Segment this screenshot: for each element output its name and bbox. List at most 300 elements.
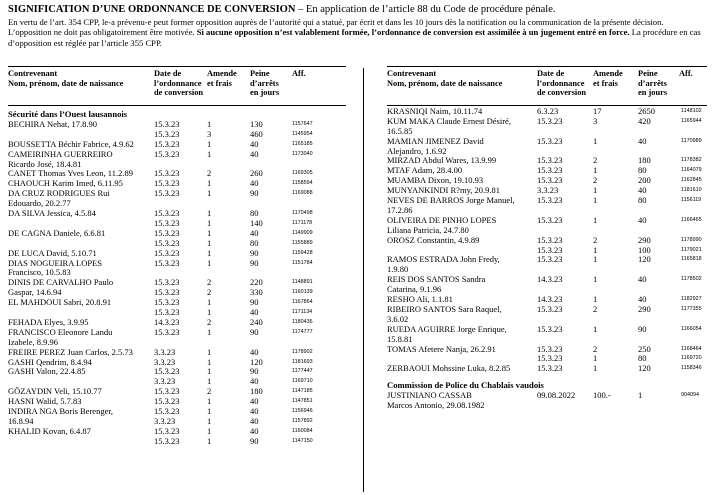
amende-count: 1 — [207, 297, 212, 308]
header-peine-line-1: Peine — [638, 69, 658, 78]
name-line: Catarina, 9.1.96 — [387, 284, 442, 295]
amende-count: 2 — [593, 155, 598, 166]
amende-count: 2 — [593, 343, 598, 354]
header-contrevenant-label: Contrevenant — [8, 69, 58, 78]
affaire-number: 1177447 — [292, 368, 313, 375]
name-line: BOUSSETTA Béchir Fabrice, 4.9.62 — [8, 138, 134, 149]
name-line: FRANCISCO Eleonore Landu — [8, 326, 113, 337]
contrevenant-name — [8, 427, 91, 437]
name-line: RAMOS ESTRADA John Fredy, — [387, 254, 500, 265]
list-item — [8, 328, 346, 348]
ordonnance-date: 3.3.23 — [537, 185, 559, 196]
list-item — [8, 150, 346, 170]
header-amende-line-2: et frais — [207, 78, 232, 88]
ordonnance-date: 15.3.23 — [537, 195, 563, 206]
ordonnance-date: 15.3.23 — [154, 119, 180, 129]
affaire-number: 1148891 — [292, 279, 313, 286]
peine-days: 130 — [250, 119, 263, 129]
name-line: MIRZAD Abdul Wares, 13.9.99 — [387, 155, 497, 166]
header-date-line-3: de conversion — [154, 88, 204, 98]
column-divider — [363, 68, 364, 492]
peine-days: 90 — [250, 247, 259, 258]
amende-count: 1 — [207, 307, 212, 318]
top-rule — [387, 66, 707, 67]
ordonnance-date: 15.3.23 — [537, 343, 563, 354]
ordonnance-date: 15.3.23 — [537, 303, 563, 314]
header-peine-line-1: Peine — [250, 69, 270, 78]
affaire-number: 1165944 — [681, 117, 702, 124]
peine-days: 40 — [638, 274, 647, 285]
name-line: GASHI Valon, 22.4.85 — [8, 366, 86, 377]
list-item — [387, 305, 707, 325]
peine-days: 90 — [250, 366, 259, 377]
amende-count: 1 — [207, 356, 212, 367]
affaire-number: 1167864 — [292, 299, 313, 306]
header-date-line-1: Date de — [154, 69, 182, 78]
ordonnance-date: 3.3.23 — [154, 346, 176, 357]
name-line: DINIS DE CARVALHO Paulo — [8, 277, 114, 288]
name-line: RUEDA AGUIRRE Jorge Enrique, — [387, 323, 507, 334]
ordonnance-date: 15.3.23 — [154, 237, 180, 248]
ordonnance-date: 15.3.23 — [154, 257, 180, 268]
affaire-number: 1165818 — [681, 256, 702, 263]
ordonnance-date: 15.3.23 — [154, 307, 180, 318]
amende-count: 1 — [207, 188, 212, 199]
affaire-number: 1178502 — [681, 276, 702, 283]
contrevenant-name — [8, 278, 113, 298]
affaire-number: 904094 — [681, 392, 699, 399]
name-line: CANET Thomas Yves Leon, 11.2.89 — [8, 168, 133, 179]
header-amende-line-2: et frais — [593, 78, 618, 88]
amende-count: 1 — [593, 254, 598, 265]
header-contrevenant — [8, 69, 123, 88]
peine-days: 120 — [638, 254, 651, 265]
contrevenant-name — [387, 137, 484, 157]
affaire-number: 1148102 — [681, 108, 702, 114]
ordonnance-date: 15.3.23 — [154, 386, 180, 397]
header-contrevenant — [387, 69, 502, 88]
peine-days: 40 — [250, 415, 259, 426]
header-name-label: Nom, prénom, date de naissance — [8, 78, 124, 88]
peine-days: 120 — [250, 356, 263, 367]
name-line: GASHI Qendrim, 8.4.94 — [8, 356, 92, 367]
contrevenant-name — [8, 407, 113, 427]
amende-count: 1 — [593, 353, 598, 364]
affaire-number: 1164079 — [681, 167, 702, 174]
list-item — [8, 427, 346, 447]
amende-count: 1 — [207, 208, 212, 219]
amende-count: 3 — [207, 128, 212, 139]
amende-count: 1 — [593, 165, 598, 176]
peine-days: 40 — [250, 346, 259, 357]
affaire-number: 1165185 — [292, 140, 313, 147]
amende-count: 2 — [207, 168, 212, 179]
affaire-number: 1157892 — [292, 417, 313, 424]
ordonnance-date: 15.3.23 — [154, 227, 180, 238]
affaire-number: 1169088 — [292, 190, 313, 197]
affaire-number: 1169305 — [292, 170, 313, 177]
amende-count: 1 — [593, 135, 598, 146]
amende-count: 3 — [593, 115, 598, 126]
contrevenant-name — [8, 259, 102, 279]
contrevenant-name — [8, 328, 112, 348]
header-underline — [8, 105, 346, 106]
affaire-number: 1171178 — [292, 219, 313, 226]
list-item — [387, 345, 707, 365]
ordonnance-date: 15.3.23 — [154, 168, 180, 179]
contrevenant-name — [387, 391, 485, 411]
ordonnance-date: 15.3.23 — [154, 277, 180, 288]
peine-days: 290 — [638, 303, 651, 314]
ordonnance-date: 15.3.23 — [154, 287, 180, 298]
amende-count: 1 — [207, 257, 212, 268]
contrevenant-name — [387, 216, 496, 236]
list-item — [387, 255, 707, 275]
name-line: TOMAS Afetere Nanja, 26.2.91 — [387, 343, 496, 354]
name-line: DA SILVA Jessica, 4.5.84 — [8, 208, 96, 219]
header-date-line-2: l’ordonnance — [537, 78, 585, 88]
ordonnance-date: 3.3.23 — [154, 376, 176, 387]
ordonnance-date: 14.3.23 — [537, 274, 563, 285]
name-line: OLIVEIRA DE PINHO LOPES — [387, 214, 497, 225]
peine-days: 40 — [250, 307, 259, 318]
amende-count: 1 — [207, 138, 212, 149]
amende-count: 100.- — [593, 390, 611, 401]
affaire-number: 1158346 — [681, 365, 702, 372]
name-line: KRASNIQI Naim, 10.11.74 — [387, 106, 483, 116]
name-line: 15.8.81 — [387, 333, 413, 344]
ordonnance-date: 15.3.23 — [154, 178, 180, 189]
affaire-number: 1157647 — [292, 121, 313, 127]
list-item — [8, 298, 346, 318]
contrevenant-name — [387, 345, 496, 355]
name-line: MUAMBA Dixon, 19.10.93 — [387, 175, 484, 186]
ordonnance-date: 15.3.23 — [537, 115, 563, 126]
ordonnance-date: 15.3.23 — [154, 128, 180, 139]
list-item — [387, 364, 707, 374]
right-column — [387, 66, 707, 411]
affaire-number: 1179021 — [681, 246, 702, 253]
list-item — [387, 117, 707, 137]
header-name-label: Nom, prénom, date de naissance — [387, 78, 503, 88]
amende-count: 1 — [207, 425, 212, 436]
affaire-number: 1160084 — [292, 427, 313, 434]
ordonnance-date: 09.08.2022 — [537, 390, 576, 401]
amende-count: 1 — [207, 366, 212, 377]
contrevenant-name — [8, 150, 113, 170]
peine-days: 40 — [250, 405, 259, 416]
peine-days: 1 — [638, 390, 643, 401]
ordonnance-date: 15.3.23 — [537, 135, 563, 146]
header-peine-line-2: d’arrêts — [250, 78, 279, 88]
affaire-number: 1168464 — [681, 345, 702, 352]
header-peine-line-3: en jours — [638, 88, 668, 98]
affaire-number: 1158594 — [292, 180, 313, 187]
name-line: Liliana Patricia, 24.7.80 — [387, 224, 469, 235]
header-aff — [679, 69, 693, 79]
list-item — [8, 278, 346, 298]
amende-count: 1 — [207, 346, 212, 357]
peine-days: 290 — [638, 234, 651, 245]
affaire-number: 1156119 — [681, 197, 702, 204]
notice-title-subtitle: – En application de l’article 88 du Code de procédure pénale. — [295, 4, 556, 15]
intro-bold: Si aucune opposition n’est valablement formée, l’ordonnance de conversion est assimilée à un jugement entré en force. — [196, 27, 630, 38]
notice-title — [8, 4, 705, 16]
affaire-number: 1147150 — [292, 437, 313, 444]
header-date — [154, 69, 203, 98]
peine-days: 80 — [638, 353, 647, 364]
notice-intro — [8, 17, 705, 48]
affaire-number: 1181610 — [681, 187, 702, 194]
name-line: Francisco, 10.5.83 — [8, 267, 71, 278]
section-title: Sécurité dans l’Ouest lausannois — [8, 109, 128, 119]
name-line: HASNI Walid, 5.7.83 — [8, 396, 82, 407]
name-line: 3.6.02 — [387, 313, 409, 324]
ordonnance-date: 15.3.23 — [154, 188, 180, 199]
name-line: RIBEIRO SANTOS Sara Raquel, — [387, 303, 502, 314]
peine-days: 260 — [250, 168, 263, 179]
header-amende-line-1: Amende — [593, 69, 623, 78]
amende-count: 2 — [207, 316, 212, 327]
peine-days: 100 — [638, 244, 651, 255]
amende-count: 1 — [207, 227, 212, 238]
affaire-number: 1162845 — [681, 177, 702, 184]
amende-count: 2 — [593, 234, 598, 245]
name-line: DE LUCA David, 5.10.71 — [8, 247, 97, 258]
ordonnance-date: 15.3.23 — [154, 396, 180, 407]
ordonnance-date: 15.3.23 — [537, 165, 563, 176]
peine-days: 250 — [638, 343, 651, 354]
affaire-number: 1149909 — [292, 229, 313, 236]
amende-count: 2 — [207, 277, 212, 288]
table-header — [387, 69, 707, 107]
contrevenant-name — [387, 364, 510, 374]
name-line: RESHO Ali, 1.1.81 — [387, 294, 453, 305]
peine-days: 180 — [250, 386, 263, 397]
header-aff-label: Aff. — [292, 69, 306, 78]
name-line: KHALID Kovan, 6.4.87 — [8, 425, 91, 436]
name-line: Alejandro, 1.6.92 — [387, 145, 447, 156]
affaire-number: 1182927 — [681, 296, 702, 303]
peine-days: 240 — [250, 316, 263, 327]
amende-count: 1 — [207, 119, 212, 129]
affaire-number: 1178382 — [681, 157, 702, 164]
amende-count: 1 — [593, 195, 598, 206]
list-item — [387, 275, 707, 295]
affaire-number: 1166465 — [681, 216, 702, 223]
peine-days: 80 — [638, 165, 647, 176]
amende-count: 2 — [207, 386, 212, 397]
intro-end: La procédure en cas d’opposition est réglée par l’article 355 CPP. — [8, 27, 701, 48]
affaire-number: 1147185 — [292, 388, 313, 395]
contrevenant-name — [387, 117, 511, 137]
name-line: DE CAGNA Daniele, 6.6.81 — [8, 227, 106, 238]
contrevenant-name — [387, 236, 479, 246]
name-line: BECHIRA Nehat, 17.8.90 — [8, 119, 98, 129]
notice-header — [8, 4, 705, 48]
name-line: GÖZAYDIN Veli, 15.10.77 — [8, 386, 102, 397]
affaire-number: 1170498 — [292, 210, 313, 217]
name-line: MUNYANKINDI R?my, 20.9.81 — [387, 185, 501, 196]
peine-days: 40 — [638, 185, 647, 196]
header-date-line-3: de conversion — [537, 88, 587, 98]
peine-days: 40 — [250, 227, 259, 238]
ordonnance-date: 15.3.23 — [154, 148, 180, 159]
ordonnance-date: 15.3.23 — [537, 175, 563, 186]
name-line: EL MAHDOUI Sabri, 20.8.91 — [8, 297, 112, 308]
section-title: Commission de Police du Chablais vaudois — [387, 380, 544, 391]
name-line: 16.5.85 — [387, 125, 413, 136]
name-line: 1.9.80 — [387, 264, 409, 275]
amende-count: 1 — [593, 323, 598, 334]
amende-count: 2 — [207, 287, 212, 298]
amende-count: 2 — [593, 175, 598, 186]
header-peine — [638, 69, 667, 98]
list-item — [387, 391, 707, 411]
amende-count: 1 — [207, 435, 212, 446]
ordonnance-date: 15.3.23 — [537, 254, 563, 265]
affaire-number: 1155889 — [292, 239, 313, 246]
left-column — [8, 66, 346, 447]
name-line: 16.8.94 — [8, 415, 34, 426]
header-peine-line-3: en jours — [250, 88, 280, 98]
list-item — [387, 196, 707, 216]
peine-days: 80 — [638, 195, 647, 206]
amende-count: 1 — [593, 244, 598, 255]
header-date-line-1: Date de — [537, 69, 565, 78]
ordonnance-date: 15.3.23 — [154, 208, 180, 219]
ordonnance-date: 15.3.23 — [154, 366, 180, 377]
peine-days: 40 — [250, 376, 259, 387]
header-peine — [250, 69, 279, 98]
peine-days: 90 — [250, 435, 259, 446]
header-aff-label: Aff. — [679, 69, 693, 78]
name-line: FREIRE PEREZ Juan Carlos, 2.5.73 — [8, 346, 133, 357]
amende-count: 1 — [593, 185, 598, 196]
peine-days: 2650 — [638, 106, 655, 116]
name-line: Marcos Antonio, 29.08.1982 — [387, 400, 485, 411]
peine-days: 220 — [250, 277, 263, 288]
affaire-number: 1171134 — [292, 309, 313, 316]
peine-days: 420 — [638, 115, 651, 126]
ordonnance-date: 15.3.23 — [154, 297, 180, 308]
ordonnance-date: 6.3.23 — [537, 106, 559, 116]
amende-count: 2 — [593, 303, 598, 314]
contrevenant-name — [8, 209, 96, 219]
name-line: REIS DOS SANTOS Sandra — [387, 274, 486, 285]
name-line: Gaspar, 14.6.94 — [8, 287, 62, 298]
list-item — [8, 120, 346, 140]
affaire-number: 1151784 — [292, 259, 313, 266]
name-line: NEVES DE BARROS Jorge Manuel, — [387, 195, 515, 206]
header-date-line-2: l’ordonnance — [154, 78, 202, 88]
amende-count: 1 — [593, 294, 598, 305]
ordonnance-date: 15.3.23 — [537, 155, 563, 166]
peine-days: 40 — [638, 294, 647, 305]
amende-count: 1 — [207, 405, 212, 416]
amende-count: 1 — [207, 396, 212, 407]
ordonnance-date: 15.3.23 — [537, 353, 563, 364]
header-date — [537, 69, 586, 98]
ordonnance-date: 15.3.23 — [154, 425, 180, 436]
peine-days: 80 — [250, 208, 259, 219]
name-line: FEHADA Elyes, 3.9.95 — [8, 316, 89, 327]
header-aff — [292, 69, 306, 79]
list-item — [8, 209, 346, 229]
amende-count: 17 — [593, 106, 602, 116]
contrevenant-name — [387, 305, 502, 325]
peine-days: 40 — [250, 148, 259, 159]
name-line: MTAF Adam, 28.4.00 — [387, 165, 463, 176]
peine-days: 90 — [250, 326, 259, 337]
ordonnance-date: 3.3.23 — [154, 415, 176, 426]
ordonnance-date: 15.3.23 — [537, 244, 563, 255]
name-line: DA CRUZ RODRIGUES Rui — [8, 188, 110, 199]
contrevenant-name — [387, 255, 500, 275]
contrevenant-name — [387, 275, 485, 295]
ordonnance-date: 15.3.23 — [537, 214, 563, 225]
peine-days: 40 — [638, 214, 647, 225]
list-item — [387, 236, 707, 256]
ordonnance-date: 15.3.23 — [154, 326, 180, 337]
peine-days: 90 — [250, 257, 259, 268]
name-line: Izabele, 8.9.96 — [8, 336, 59, 347]
contrevenant-name — [8, 298, 111, 308]
name-line: DIAS NOGUEIRA LOPES — [8, 257, 102, 268]
affaire-number: 1181693 — [292, 358, 313, 365]
contrevenant-name — [8, 229, 105, 239]
peine-days: 40 — [250, 178, 259, 189]
affaire-number: 1156946 — [292, 407, 313, 414]
peine-days: 460 — [250, 128, 263, 139]
amende-count: 1 — [207, 178, 212, 189]
contrevenant-name — [8, 189, 110, 209]
peine-days: 40 — [250, 425, 259, 436]
name-line: Edouardo, 20.2.77 — [8, 198, 71, 209]
affaire-number: 1180436 — [292, 318, 313, 325]
name-line: Ricardo José, 18.4.81 — [8, 158, 82, 169]
peine-days: 180 — [638, 155, 651, 166]
amende-count: 1 — [207, 415, 212, 426]
name-line: JUSTINIANO CASSAB — [387, 390, 472, 401]
intro-plain: En vertu de l’art. 354 CPP, le-a prévenu-e peut former opposition auprès de l’autorité qui a statué, par écrit et dans les 10 jours dès la notification ou la communication de la présente décision. L’opposition ne doit pas obligatoirement être motivée. — [8, 17, 664, 38]
affaire-number: 1170989 — [681, 137, 702, 144]
ordonnance-date: 15.3.23 — [154, 247, 180, 258]
contrevenant-name — [387, 325, 507, 345]
amende-count: 1 — [207, 376, 212, 387]
list-item — [387, 325, 707, 345]
ordonnance-date: 15.3.23 — [154, 138, 180, 149]
header-amende — [207, 69, 237, 88]
amende-count: 1 — [207, 148, 212, 159]
list-item — [8, 189, 346, 209]
header-amende — [593, 69, 623, 88]
amende-count: 1 — [593, 214, 598, 225]
peine-days: 120 — [638, 363, 651, 374]
notice-title-bold: SIGNIFICATION D’UNE ORDONNANCE DE CONVERSION — [8, 4, 296, 15]
name-line: CAMEIRINHA GUERREIRO — [8, 148, 113, 159]
list-item — [8, 259, 346, 279]
list-item — [8, 367, 346, 387]
peine-days: 140 — [250, 217, 263, 228]
header-peine-line-2: d’arrêts — [638, 78, 667, 88]
amende-count: 1 — [207, 237, 212, 248]
ordonnance-date: 14.3.23 — [154, 316, 180, 327]
affaire-number: 1173040 — [292, 150, 313, 157]
amende-count: 1 — [207, 247, 212, 258]
name-line: CHAOUCH Karim Imed, 6.11.95 — [8, 178, 123, 189]
top-rule — [8, 66, 346, 67]
